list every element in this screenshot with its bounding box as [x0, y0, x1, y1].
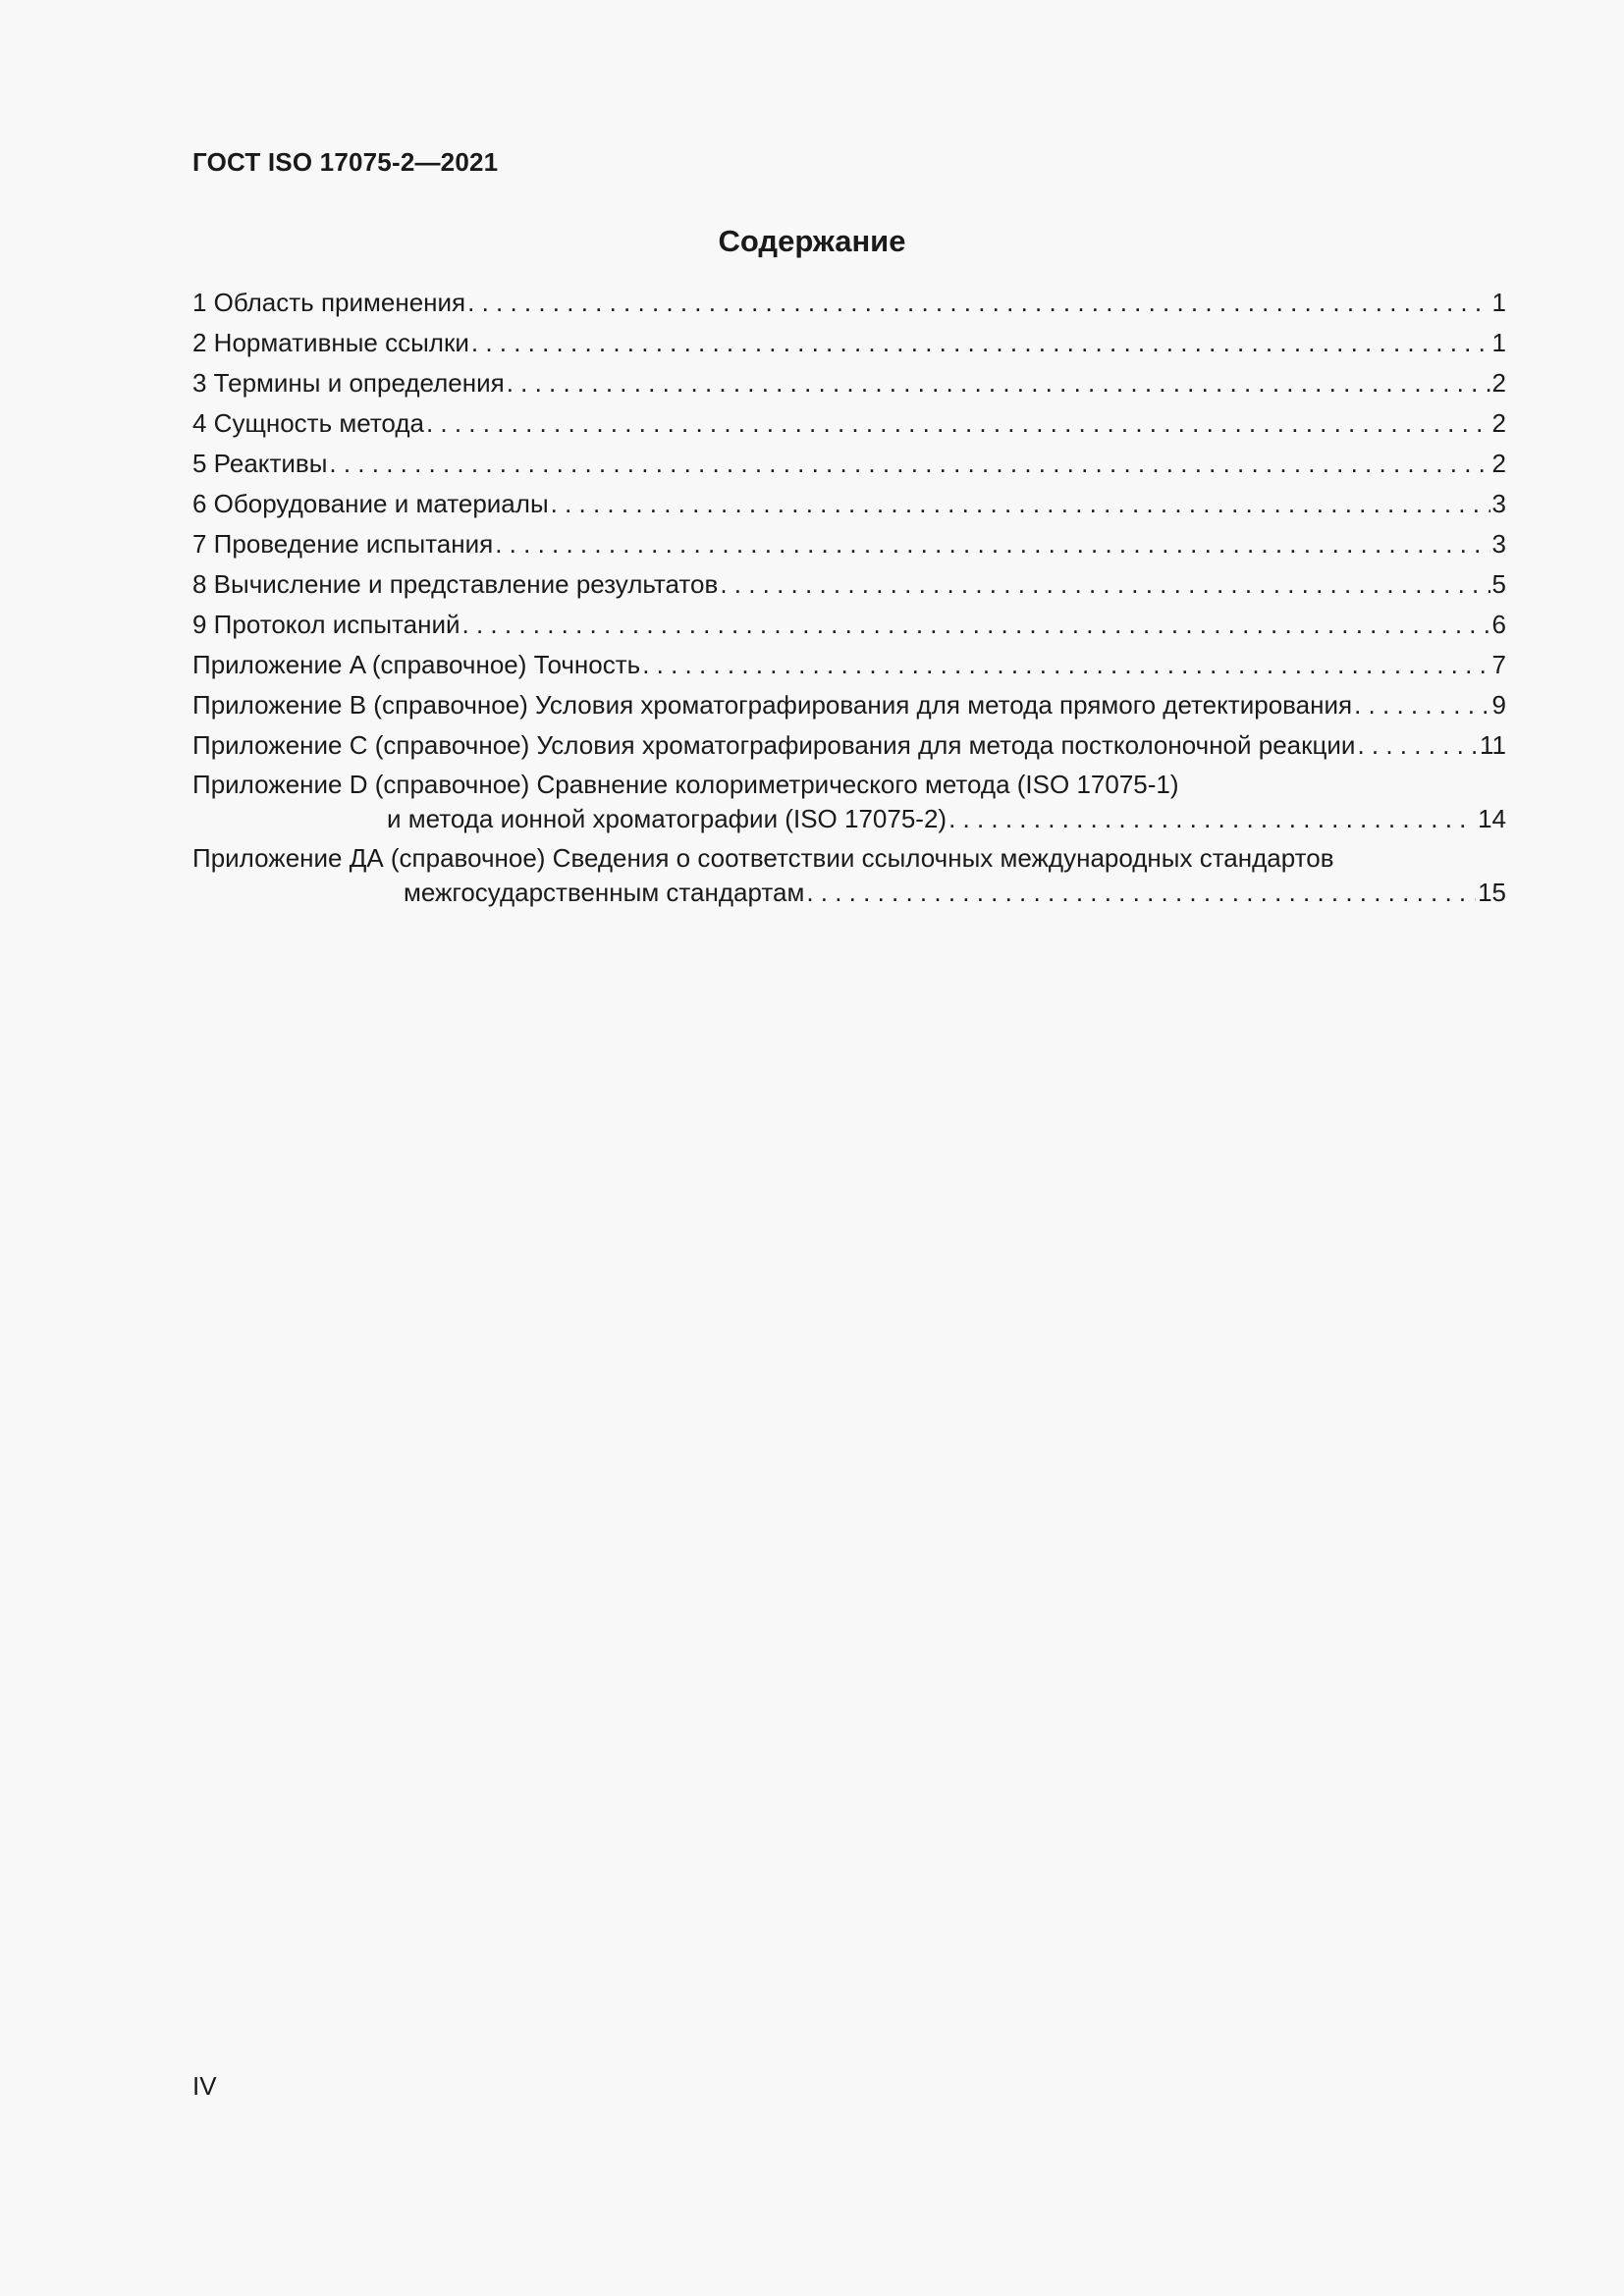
toc-entry-label: Приложение ДА (справочное) Сведения о соответствии ссылочных международных стандартов: [192, 843, 1334, 873]
toc-title: Содержание: [718, 224, 906, 258]
toc-dot-leader: [467, 285, 1489, 320]
toc-entry-label: Приложение C (справочное) Условия хроматографирования для метода постколоночной реакции: [192, 730, 1356, 760]
toc-page-number: 6: [1491, 610, 1506, 639]
toc-page-number: 14: [1478, 804, 1506, 833]
toc-page-number: 3: [1491, 529, 1506, 559]
toc-entry-label: 1 Область применения: [192, 288, 466, 317]
toc-dot-leader: [551, 486, 1490, 521]
toc-dot-leader: [495, 526, 1489, 561]
page-number: IV: [192, 2071, 217, 2101]
toc-entry-label: Приложение D (справочное) Сравнение колориметрического метода (ISO 17075-1): [192, 770, 1179, 799]
toc-page-number: 15: [1478, 878, 1506, 907]
toc-dot-leader: [1354, 687, 1489, 722]
toc-entry[interactable]: [192, 566, 1506, 607]
toc-entry-label: Приложение B (справочное) Условия хроматографирования для метода прямого детектирования: [192, 690, 1353, 720]
toc-dot-leader: [462, 607, 1490, 642]
toc-page-number: 3: [1491, 489, 1506, 518]
table-of-contents: [192, 285, 1506, 915]
toc-page-number: 5: [1491, 569, 1506, 599]
toc-entry-label: 6 Оборудование и материалы: [192, 489, 549, 518]
toc-entry-label: 5 Реактивы: [192, 449, 328, 478]
toc-entry[interactable]: [192, 687, 1506, 727]
toc-entry-label: 4 Сущность метода: [192, 408, 424, 438]
toc-entry[interactable]: [192, 727, 1506, 768]
toc-dot-leader: [948, 801, 1476, 836]
toc-entry-label: 8 Вычисление и представление результатов: [192, 569, 719, 599]
toc-page-number: 7: [1491, 650, 1506, 679]
toc-page-number: 9: [1491, 690, 1506, 720]
toc-dot-leader: [1357, 727, 1478, 763]
toc-dot-leader: [806, 875, 1476, 910]
toc-entry-appendix-d[interactable]: [192, 768, 1506, 841]
toc-dot-leader: [642, 647, 1489, 682]
toc-page-number: 1: [1491, 288, 1506, 317]
toc-entry-label: 7 Проведение испытания: [192, 529, 494, 559]
toc-dot-leader: [471, 325, 1490, 360]
standard-designation: ГОСТ ISO 17075-2—2021: [192, 147, 499, 177]
toc-entry-label: Приложение A (справочное) Точность: [192, 650, 641, 679]
toc-dot-leader: [426, 405, 1490, 441]
toc-entry[interactable]: [192, 285, 1506, 325]
toc-entries: [192, 285, 1506, 768]
toc-entry[interactable]: [192, 405, 1506, 446]
toc-entry[interactable]: [192, 607, 1506, 647]
toc-page-number: 2: [1491, 408, 1506, 438]
toc-dot-leader: [720, 566, 1489, 602]
toc-page-number: 11: [1480, 730, 1506, 760]
toc-entry[interactable]: [192, 325, 1506, 365]
toc-entry-appendix-da[interactable]: [192, 841, 1506, 915]
toc-entry-label: 9 Протокол испытаний: [192, 610, 460, 639]
toc-entry[interactable]: [192, 647, 1506, 687]
toc-page-number: 2: [1491, 368, 1506, 398]
toc-entry-label: 3 Термины и определения: [192, 368, 505, 398]
toc-entry[interactable]: [192, 526, 1506, 566]
toc-entry-label-continued: и метода ионной хроматографии (ISO 17075-2): [387, 804, 947, 833]
toc-entry[interactable]: [192, 365, 1506, 405]
toc-entry[interactable]: [192, 446, 1506, 486]
toc-dot-leader: [507, 365, 1490, 400]
toc-entry-label: 2 Нормативные ссылки: [192, 328, 469, 357]
toc-entry[interactable]: [192, 486, 1506, 526]
toc-entry-label-continued: межгосударственным стандартам: [404, 878, 805, 907]
toc-page-number: 1: [1491, 328, 1506, 357]
toc-page-number: 2: [1491, 449, 1506, 478]
toc-dot-leader: [329, 446, 1489, 481]
